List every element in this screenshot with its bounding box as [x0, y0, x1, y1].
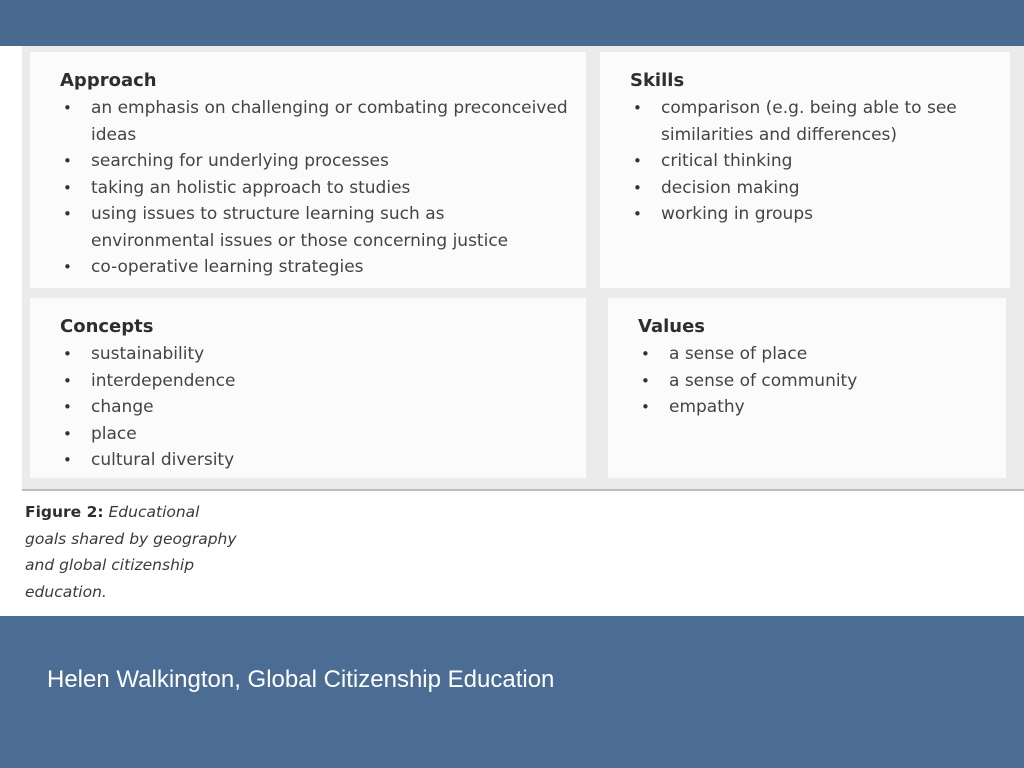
list-item-text: place — [91, 423, 137, 444]
bullet-icon: • — [63, 424, 72, 443]
list-item — [60, 447, 572, 474]
bullet-icon: • — [63, 345, 72, 363]
bullet-icon: • — [641, 345, 650, 363]
author-credit: Helen Walkington, Global Citizenship Education — [47, 666, 555, 693]
list-item-text: a sense of community — [669, 370, 858, 391]
list-item-text: taking an holistic approach to studies — [91, 177, 411, 198]
list-item — [638, 394, 992, 421]
approach-list — [60, 95, 572, 281]
bullet-icon: • — [63, 205, 72, 223]
concepts-panel — [30, 298, 586, 478]
list-item-text: empathy — [669, 397, 745, 417]
values-panel — [608, 298, 1006, 478]
values-heading: Values — [638, 316, 705, 337]
list-item-text: comparison (e.g. being able to see similarities and differences) — [661, 98, 957, 145]
bullet-icon: • — [63, 398, 72, 416]
bullet-icon: • — [63, 258, 72, 276]
list-item-text: critical thinking — [661, 151, 793, 171]
approach-heading: Approach — [60, 70, 157, 91]
list-item — [60, 148, 572, 175]
list-item — [60, 341, 572, 368]
list-item — [638, 341, 992, 368]
list-item — [60, 201, 572, 254]
list-item-text: interdependence — [91, 370, 236, 391]
list-item-text: working in groups — [661, 204, 813, 224]
list-item-text: co-operative learning strategies — [91, 257, 364, 277]
values-list — [638, 341, 992, 421]
concepts-list — [60, 341, 572, 474]
list-item — [630, 95, 996, 148]
list-item-text: change — [91, 397, 154, 417]
top-bar — [0, 0, 1024, 46]
bullet-icon: • — [63, 371, 72, 390]
skills-panel — [600, 52, 1010, 288]
list-item-text: using issues to structure learning such as environmental issues or those concerning justice — [91, 204, 509, 251]
list-item — [60, 368, 572, 395]
list-item-text: cultural diversity — [91, 450, 235, 470]
bullet-icon: • — [641, 398, 650, 416]
concepts-heading: Concepts — [60, 316, 154, 337]
bullet-icon: • — [63, 178, 72, 197]
bullet-icon: • — [63, 451, 72, 469]
list-item — [630, 201, 996, 228]
bullet-icon: • — [633, 99, 642, 117]
bullet-icon: • — [63, 152, 72, 170]
list-item — [638, 368, 992, 395]
list-item-text: decision making — [661, 177, 800, 198]
caption-text: Educational goals shared by geography and global citizenship education. — [25, 503, 237, 601]
skills-heading: Skills — [630, 70, 685, 91]
approach-panel — [30, 52, 586, 288]
figure-caption — [25, 499, 245, 605]
bullet-icon: • — [633, 205, 642, 223]
skills-list — [630, 95, 996, 228]
list-item — [630, 175, 996, 202]
list-item-text: a sense of place — [669, 344, 808, 364]
bullet-icon: • — [63, 99, 72, 117]
list-item-text: sustainability — [91, 344, 205, 364]
bullet-icon: • — [633, 152, 642, 170]
slide-content — [0, 46, 1024, 616]
bullet-icon: • — [633, 178, 642, 197]
list-item-text: searching for underlying processes — [91, 151, 389, 171]
list-item-text: an emphasis on challenging or combating preconceived ideas — [91, 98, 568, 145]
slide-footer — [0, 616, 1024, 768]
list-item — [60, 254, 572, 281]
list-item — [60, 175, 572, 202]
list-item — [60, 421, 572, 448]
list-item — [60, 95, 572, 148]
list-item — [630, 148, 996, 175]
bullet-icon: • — [641, 371, 650, 390]
caption-label: Figure 2: — [25, 503, 104, 521]
figure-table — [22, 46, 1024, 491]
list-item — [60, 394, 572, 421]
